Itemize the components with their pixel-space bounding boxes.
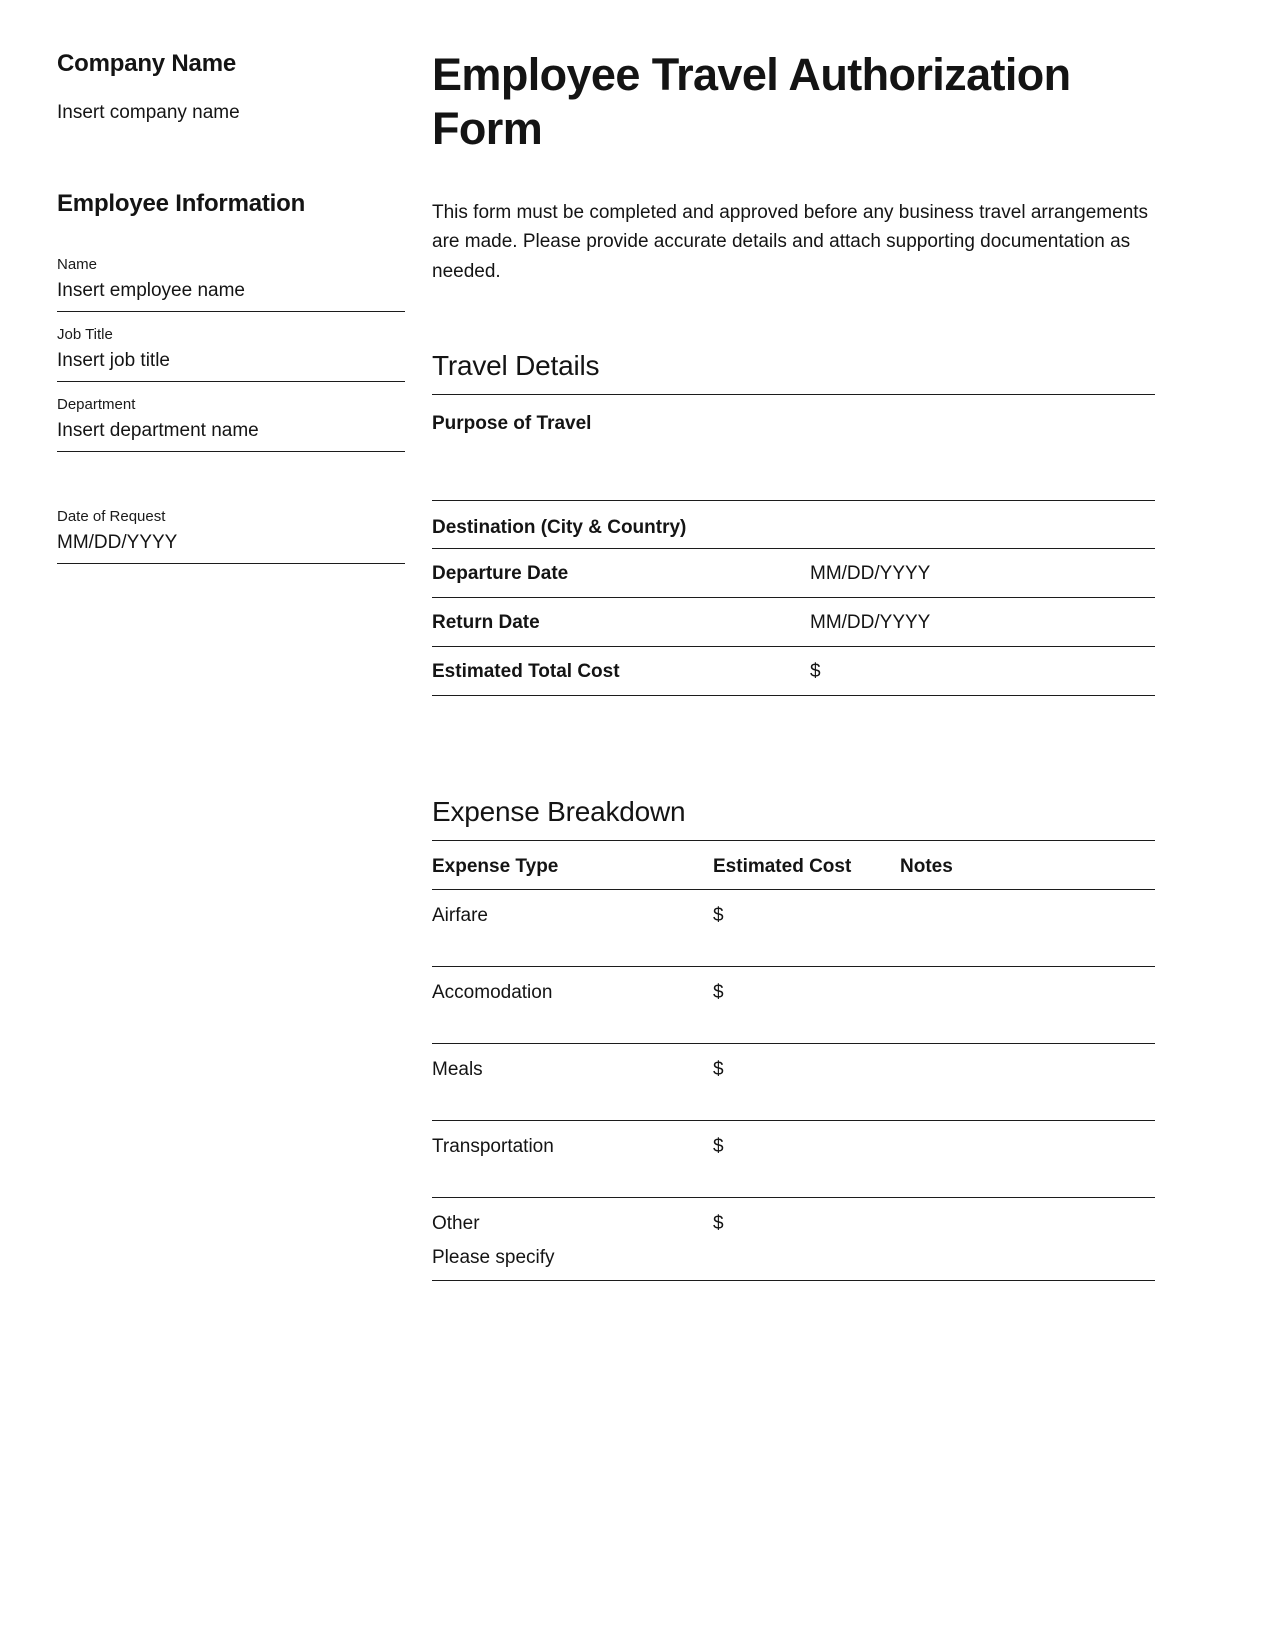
purpose-of-travel-label: Purpose of Travel — [432, 413, 592, 435]
destination-input[interactable]: Destination (City & Country) — [432, 517, 1155, 549]
name-field — [57, 256, 405, 312]
expense-type-column-header: Expense Type — [432, 856, 559, 878]
expense-row-meals — [432, 1044, 1155, 1121]
estimated-total-cost-label: Estimated Total Cost — [432, 661, 620, 683]
form-intro-text: This form must be completed and approved before any business travel arrangements are made. Please provide accurate details and attach supporting documentation as needed. — [432, 202, 1149, 282]
accomodation-label: Accomodation — [432, 982, 553, 1004]
estimated-total-cost-row — [432, 647, 1155, 696]
name-input[interactable]: Insert employee name — [57, 280, 405, 312]
transportation-label: Transportation — [432, 1136, 554, 1158]
other-label-cell — [432, 1213, 713, 1269]
department-label: Department — [57, 396, 136, 413]
notes-column-header: Notes — [900, 856, 953, 878]
meals-cost-input[interactable]: $ — [713, 1059, 724, 1081]
expense-row-accomodation — [432, 967, 1155, 1044]
company-name-input[interactable]: Insert company name — [57, 102, 240, 123]
company-name-heading: Company Name — [57, 50, 236, 77]
accomodation-notes-input[interactable] — [900, 982, 1155, 1006]
airfare-label: Airfare — [432, 905, 488, 927]
main-column — [432, 48, 1155, 1590]
job-title-field — [57, 326, 405, 382]
department-field — [57, 396, 405, 452]
job-title-input[interactable]: Insert job title — [57, 350, 405, 382]
expense-row-airfare — [432, 890, 1155, 967]
transportation-cost-input[interactable]: $ — [713, 1136, 724, 1158]
department-input[interactable]: Insert department name — [57, 420, 405, 452]
other-specify-input[interactable]: Please specify — [432, 1247, 555, 1269]
expense-breakdown-heading: Expense Breakdown — [432, 796, 1155, 841]
return-date-label: Return Date — [432, 612, 540, 634]
page-title: Employee Travel Authorization Form — [432, 49, 1071, 154]
travel-details-heading: Travel Details — [432, 350, 1155, 395]
date-of-request-input[interactable]: MM/DD/YYYY — [57, 532, 405, 564]
employee-information-heading: Employee Information — [57, 190, 306, 217]
airfare-cost-input[interactable]: $ — [713, 905, 724, 927]
expense-row-transportation — [432, 1121, 1155, 1198]
other-notes-input[interactable] — [900, 1213, 1155, 1237]
date-of-request-label: Date of Request — [57, 508, 166, 525]
meals-notes-input[interactable] — [900, 1059, 1155, 1083]
name-label: Name — [57, 256, 98, 273]
departure-date-row — [432, 549, 1155, 598]
transportation-notes-input[interactable] — [900, 1136, 1155, 1160]
meals-label: Meals — [432, 1059, 483, 1081]
departure-date-label: Departure Date — [432, 563, 569, 585]
departure-date-input[interactable]: MM/DD/YYYY — [810, 563, 931, 585]
return-date-row — [432, 598, 1155, 647]
job-title-label: Job Title — [57, 326, 113, 343]
airfare-notes-input[interactable] — [900, 905, 1155, 929]
estimated-cost-column-header: Estimated Cost — [713, 856, 852, 878]
other-cost-input[interactable]: $ — [713, 1213, 724, 1235]
expense-row-other — [432, 1198, 1155, 1281]
accomodation-cost-input[interactable]: $ — [713, 982, 724, 1004]
date-of-request-field — [57, 508, 405, 564]
other-label: Other — [432, 1213, 480, 1235]
expense-table-header — [432, 841, 1155, 890]
purpose-of-travel-input[interactable] — [432, 435, 1155, 501]
estimated-total-cost-input[interactable]: $ — [810, 661, 821, 683]
return-date-input[interactable]: MM/DD/YYYY — [810, 612, 931, 634]
left-column — [57, 48, 405, 1590]
